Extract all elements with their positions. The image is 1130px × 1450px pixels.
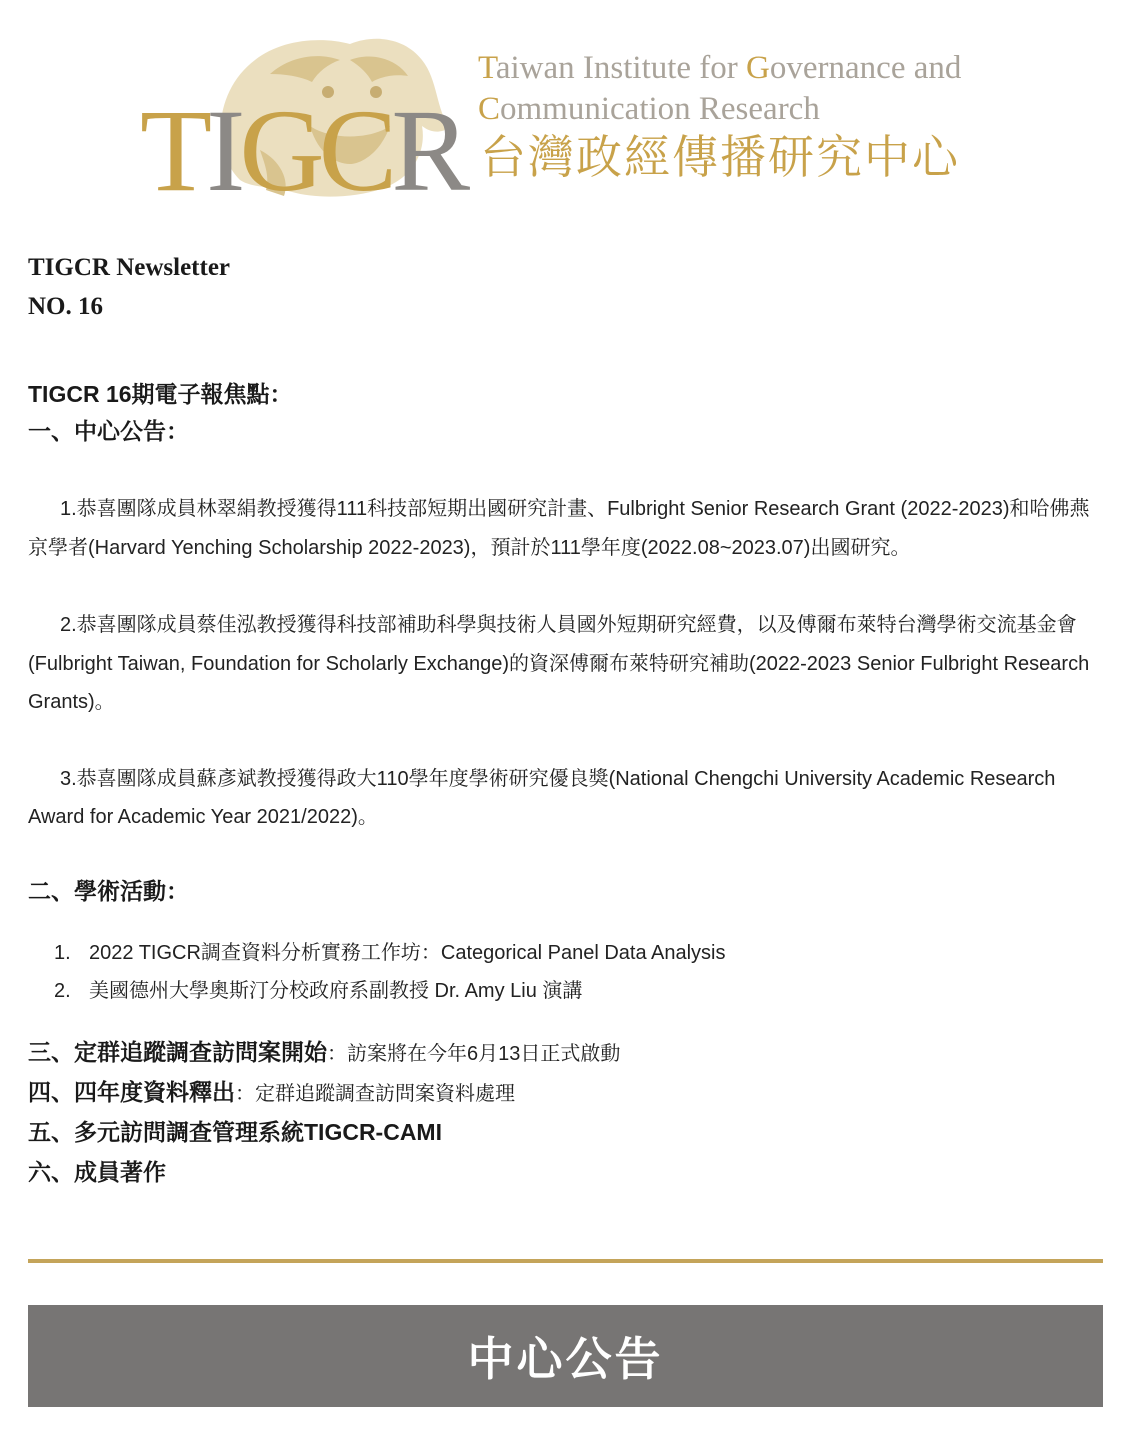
section1-heading: 一、中心公告：: [28, 418, 189, 444]
logo-english-name: Taiwan Institute for Governance and Communication Research: [478, 50, 962, 127]
activity-text: 2022 TIGCR調查資料分析實務工作坊：Categorical Panel Data Analysis: [89, 941, 726, 964]
newsletter-title: TIGCR Newsletter: [28, 254, 231, 281]
section6-line: [28, 1153, 1103, 1193]
announcement-item: 2.恭喜團隊成員蔡佳泓教授獲得科技部補助科學與技術人員國外短期研究經費，以及傅爾布萊特台灣學術交流基金會(Fulbright Taiwan, Foundation for Scholarly Exchange)的資深傅爾布萊特研究補助(2022-2023 Senior Fulbright Research Grants)。: [28, 614, 1090, 713]
banner-title: 中心公告: [467, 1333, 664, 1385]
activity-text: 美國德州大學奧斯汀分校政府系副教授 Dr. Amy Liu 演講: [89, 980, 583, 1002]
logo-wordmark: [140, 85, 465, 216]
section-title: 六、成員著作: [28, 1158, 166, 1185]
section5-line: [28, 1113, 1103, 1153]
logo-letter-i: I: [206, 85, 240, 216]
announcement-item: 1.恭喜團隊成員林翠絹教授獲得111科技部短期出國研究計畫、Fulbright Senior Research Grant (2022-2023)和哈佛燕京學者(Harvard Yenching Scholarship 2022-2023)，預計於111學年度(2022.08~2023.07)出國研究。: [28, 498, 1090, 559]
logo-chinese-name: 台灣政經傳播研究中心: [480, 130, 960, 184]
section-title: 五、多元訪問調查管理系統TIGCR-CAMI: [28, 1118, 442, 1145]
activity-item: [28, 972, 1103, 1011]
focus-heading: TIGCR 16期電子報焦點：: [28, 381, 293, 407]
newsletter-focus: [28, 376, 1103, 1193]
activity-number: 1.: [54, 941, 71, 964]
section-title: 四、四年度資料釋出: [28, 1078, 235, 1105]
newsletter-header: [28, 248, 230, 326]
section-title: 三、定群追蹤調查訪問案開始: [28, 1038, 327, 1065]
tigcr-logo: [140, 28, 1000, 216]
activity-number: 2.: [54, 980, 71, 1002]
logo-letter-c: C: [318, 85, 392, 216]
section-desc: ：訪案將在今年6月13日正式啟動: [327, 1042, 621, 1065]
section3-line: [28, 1033, 1103, 1073]
logo-letter-r: R: [391, 85, 465, 216]
announcement-item: 3.恭喜團隊成員蘇彥斌教授獲得政大110學年度學術研究優良獎(National Chengchi University Academic Research Award for Academic Year 2021/2022)。: [28, 767, 1056, 828]
section-desc: ：定群追蹤調查訪問案資料處理: [235, 1082, 515, 1105]
section4-line: [28, 1073, 1103, 1113]
section2-heading: 二、學術活動：: [28, 877, 189, 904]
activities-list: [28, 934, 1103, 1011]
logo-letter-t: T: [140, 85, 207, 216]
logo-letter-g: G: [239, 85, 319, 216]
activity-item: [28, 934, 1103, 973]
section-list: [28, 1033, 1103, 1193]
announcement-banner: [28, 1305, 1103, 1407]
newsletter-issue: NO. 16: [28, 293, 103, 320]
gold-divider: [28, 1259, 1103, 1263]
